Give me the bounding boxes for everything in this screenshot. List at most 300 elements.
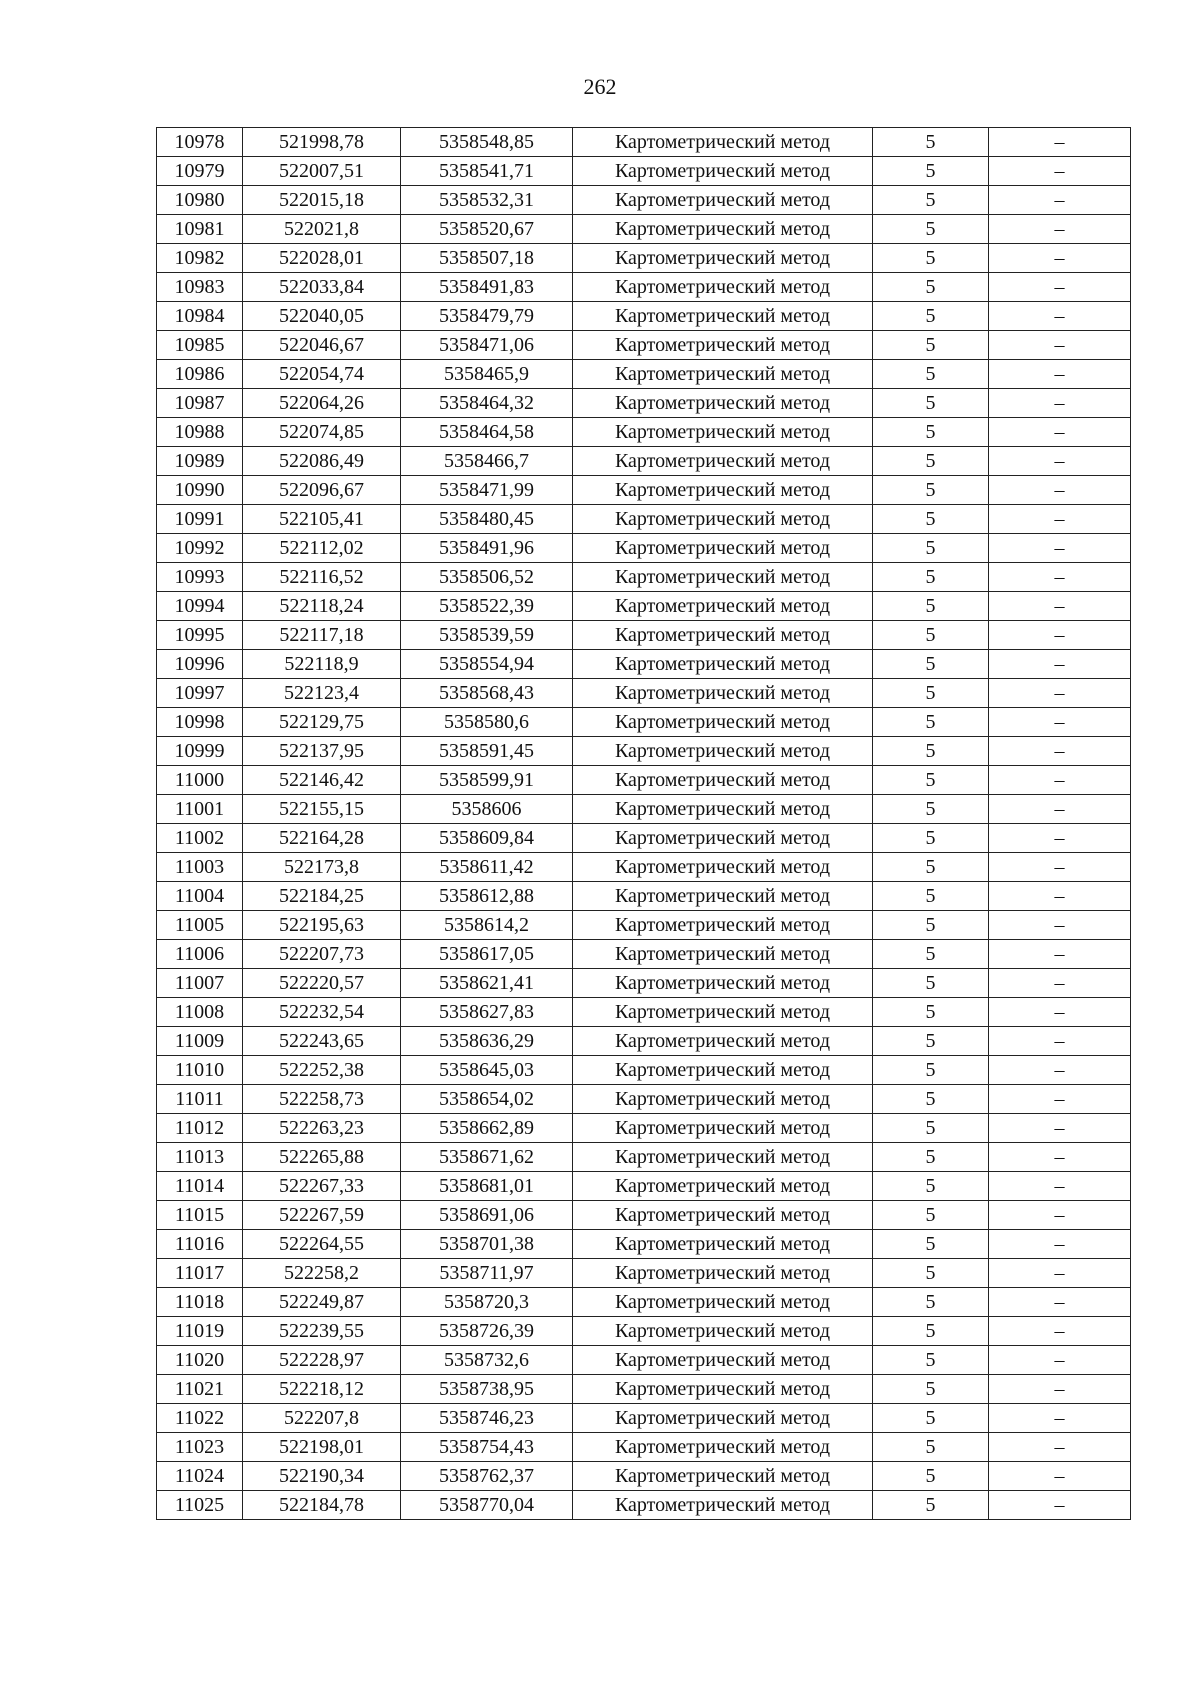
method-cell: Картометрический метод [573,1462,873,1491]
y-coordinate-cell: 5358609,84 [401,824,573,853]
table-row [157,360,1131,389]
x-coordinate-cell: 522258,2 [243,1259,401,1288]
accuracy-cell: 5 [873,824,989,853]
y-coordinate-cell: 5358614,2 [401,911,573,940]
point-number-cell: 10986 [157,360,243,389]
accuracy-cell: 5 [873,1346,989,1375]
y-coordinate-cell: 5358770,04 [401,1491,573,1520]
note-cell: – [989,679,1131,708]
note-cell: – [989,1375,1131,1404]
point-number-cell: 10990 [157,476,243,505]
method-cell: Картометрический метод [573,1085,873,1114]
point-number-cell: 11001 [157,795,243,824]
accuracy-cell: 5 [873,1056,989,1085]
accuracy-cell: 5 [873,1259,989,1288]
x-coordinate-cell: 522146,42 [243,766,401,795]
point-number-cell: 11012 [157,1114,243,1143]
method-cell: Картометрический метод [573,1433,873,1462]
table-row [157,650,1131,679]
table-row [157,1346,1131,1375]
table-row [157,1201,1131,1230]
point-number-cell: 11003 [157,853,243,882]
y-coordinate-cell: 5358627,83 [401,998,573,1027]
method-cell: Картометрический метод [573,273,873,302]
y-coordinate-cell: 5358532,31 [401,186,573,215]
method-cell: Картометрический метод [573,737,873,766]
table-row [157,215,1131,244]
method-cell: Картометрический метод [573,824,873,853]
note-cell: – [989,447,1131,476]
note-cell: – [989,621,1131,650]
accuracy-cell: 5 [873,563,989,592]
method-cell: Картометрический метод [573,476,873,505]
accuracy-cell: 5 [873,1230,989,1259]
note-cell: – [989,1027,1131,1056]
note-cell: – [989,302,1131,331]
page-number: 262 [583,74,617,99]
x-coordinate-cell: 522207,8 [243,1404,401,1433]
x-coordinate-cell: 522086,49 [243,447,401,476]
method-cell: Картометрический метод [573,505,873,534]
point-number-cell: 10985 [157,331,243,360]
y-coordinate-cell: 5358554,94 [401,650,573,679]
y-coordinate-cell: 5358465,9 [401,360,573,389]
method-cell: Картометрический метод [573,215,873,244]
accuracy-cell: 5 [873,1317,989,1346]
x-coordinate-cell: 522007,51 [243,157,401,186]
table-row [157,708,1131,737]
method-cell: Картометрический метод [573,302,873,331]
accuracy-cell: 5 [873,1462,989,1491]
method-cell: Картометрический метод [573,679,873,708]
x-coordinate-cell: 522243,65 [243,1027,401,1056]
point-number-cell: 10992 [157,534,243,563]
y-coordinate-cell: 5358611,42 [401,853,573,882]
table-row [157,447,1131,476]
accuracy-cell: 5 [873,476,989,505]
x-coordinate-cell: 522155,15 [243,795,401,824]
point-number-cell: 10981 [157,215,243,244]
table-row [157,302,1131,331]
accuracy-cell: 5 [873,302,989,331]
note-cell: – [989,563,1131,592]
y-coordinate-cell: 5358471,06 [401,331,573,360]
y-coordinate-cell: 5358491,96 [401,534,573,563]
note-cell: – [989,1404,1131,1433]
accuracy-cell: 5 [873,215,989,244]
y-coordinate-cell: 5358480,45 [401,505,573,534]
accuracy-cell: 5 [873,534,989,563]
table-row [157,1317,1131,1346]
y-coordinate-cell: 5358621,41 [401,969,573,998]
y-coordinate-cell: 5358506,52 [401,563,573,592]
accuracy-cell: 5 [873,737,989,766]
coordinates-table-body [157,128,1131,1520]
x-coordinate-cell: 522118,24 [243,592,401,621]
accuracy-cell: 5 [873,1114,989,1143]
table-row [157,1143,1131,1172]
x-coordinate-cell: 522263,23 [243,1114,401,1143]
method-cell: Картометрический метод [573,882,873,911]
accuracy-cell: 5 [873,418,989,447]
method-cell: Картометрический метод [573,621,873,650]
y-coordinate-cell: 5358720,3 [401,1288,573,1317]
method-cell: Картометрический метод [573,128,873,157]
accuracy-cell: 5 [873,505,989,534]
method-cell: Картометрический метод [573,1346,873,1375]
point-number-cell: 10991 [157,505,243,534]
x-coordinate-cell: 522249,87 [243,1288,401,1317]
note-cell: – [989,215,1131,244]
point-number-cell: 11020 [157,1346,243,1375]
x-coordinate-cell: 521998,78 [243,128,401,157]
table-row [157,389,1131,418]
y-coordinate-cell: 5358568,43 [401,679,573,708]
accuracy-cell: 5 [873,1143,989,1172]
x-coordinate-cell: 522064,26 [243,389,401,418]
point-number-cell: 11000 [157,766,243,795]
table-row [157,1404,1131,1433]
note-cell: – [989,708,1131,737]
method-cell: Картометрический метод [573,1317,873,1346]
y-coordinate-cell: 5358654,02 [401,1085,573,1114]
accuracy-cell: 5 [873,331,989,360]
x-coordinate-cell: 522184,25 [243,882,401,911]
note-cell: – [989,824,1131,853]
note-cell: – [989,1056,1131,1085]
table-row [157,766,1131,795]
note-cell: – [989,360,1131,389]
y-coordinate-cell: 5358636,29 [401,1027,573,1056]
method-cell: Картометрический метод [573,911,873,940]
y-coordinate-cell: 5358746,23 [401,1404,573,1433]
x-coordinate-cell: 522258,73 [243,1085,401,1114]
point-number-cell: 10982 [157,244,243,273]
accuracy-cell: 5 [873,882,989,911]
y-coordinate-cell: 5358491,83 [401,273,573,302]
method-cell: Картометрический метод [573,1491,873,1520]
point-number-cell: 11005 [157,911,243,940]
accuracy-cell: 5 [873,1172,989,1201]
note-cell: – [989,186,1131,215]
note-cell: – [989,1288,1131,1317]
x-coordinate-cell: 522096,67 [243,476,401,505]
accuracy-cell: 5 [873,389,989,418]
accuracy-cell: 5 [873,650,989,679]
point-number-cell: 10987 [157,389,243,418]
accuracy-cell: 5 [873,1404,989,1433]
table-row [157,621,1131,650]
point-number-cell: 11022 [157,1404,243,1433]
accuracy-cell: 5 [873,969,989,998]
method-cell: Картометрический метод [573,969,873,998]
note-cell: – [989,853,1131,882]
x-coordinate-cell: 522252,38 [243,1056,401,1085]
y-coordinate-cell: 5358539,59 [401,621,573,650]
y-coordinate-cell: 5358691,06 [401,1201,573,1230]
table-row [157,795,1131,824]
note-cell: – [989,969,1131,998]
note-cell: – [989,795,1131,824]
accuracy-cell: 5 [873,1288,989,1317]
method-cell: Картометрический метод [573,1259,873,1288]
table-row [157,331,1131,360]
y-coordinate-cell: 5358671,62 [401,1143,573,1172]
table-row [157,1462,1131,1491]
x-coordinate-cell: 522207,73 [243,940,401,969]
point-number-cell: 11017 [157,1259,243,1288]
table-row [157,592,1131,621]
method-cell: Картометрический метод [573,534,873,563]
note-cell: – [989,1433,1131,1462]
y-coordinate-cell: 5358479,79 [401,302,573,331]
y-coordinate-cell: 5358599,91 [401,766,573,795]
accuracy-cell: 5 [873,592,989,621]
x-coordinate-cell: 522195,63 [243,911,401,940]
note-cell: – [989,737,1131,766]
y-coordinate-cell: 5358681,01 [401,1172,573,1201]
point-number-cell: 10988 [157,418,243,447]
x-coordinate-cell: 522028,01 [243,244,401,273]
table-row [157,1433,1131,1462]
table-row [157,563,1131,592]
note-cell: – [989,1201,1131,1230]
table-row [157,244,1131,273]
x-coordinate-cell: 522265,88 [243,1143,401,1172]
y-coordinate-cell: 5358711,97 [401,1259,573,1288]
accuracy-cell: 5 [873,853,989,882]
table-row [157,1491,1131,1520]
method-cell: Картометрический метод [573,1172,873,1201]
table-row [157,128,1131,157]
table-row [157,476,1131,505]
y-coordinate-cell: 5358522,39 [401,592,573,621]
method-cell: Картометрический метод [573,389,873,418]
note-cell: – [989,592,1131,621]
point-number-cell: 11008 [157,998,243,1027]
point-number-cell: 10999 [157,737,243,766]
point-number-cell: 10983 [157,273,243,302]
y-coordinate-cell: 5358464,32 [401,389,573,418]
accuracy-cell: 5 [873,1491,989,1520]
x-coordinate-cell: 522232,54 [243,998,401,1027]
table-row [157,186,1131,215]
method-cell: Картометрический метод [573,186,873,215]
accuracy-cell: 5 [873,273,989,302]
y-coordinate-cell: 5358464,58 [401,418,573,447]
point-number-cell: 10980 [157,186,243,215]
note-cell: – [989,389,1131,418]
x-coordinate-cell: 522218,12 [243,1375,401,1404]
y-coordinate-cell: 5358606 [401,795,573,824]
method-cell: Картометрический метод [573,563,873,592]
y-coordinate-cell: 5358520,67 [401,215,573,244]
y-coordinate-cell: 5358507,18 [401,244,573,273]
point-number-cell: 11024 [157,1462,243,1491]
x-coordinate-cell: 522054,74 [243,360,401,389]
y-coordinate-cell: 5358732,6 [401,1346,573,1375]
y-coordinate-cell: 5358541,71 [401,157,573,186]
accuracy-cell: 5 [873,911,989,940]
point-number-cell: 11013 [157,1143,243,1172]
method-cell: Картометрический метод [573,360,873,389]
y-coordinate-cell: 5358591,45 [401,737,573,766]
accuracy-cell: 5 [873,360,989,389]
x-coordinate-cell: 522129,75 [243,708,401,737]
point-number-cell: 10993 [157,563,243,592]
y-coordinate-cell: 5358466,7 [401,447,573,476]
point-number-cell: 11021 [157,1375,243,1404]
y-coordinate-cell: 5358612,88 [401,882,573,911]
method-cell: Картометрический метод [573,766,873,795]
method-cell: Картометрический метод [573,331,873,360]
accuracy-cell: 5 [873,447,989,476]
method-cell: Картометрический метод [573,1288,873,1317]
point-number-cell: 11010 [157,1056,243,1085]
y-coordinate-cell: 5358662,89 [401,1114,573,1143]
note-cell: – [989,244,1131,273]
method-cell: Картометрический метод [573,418,873,447]
accuracy-cell: 5 [873,157,989,186]
table-row [157,998,1131,1027]
point-number-cell: 11006 [157,940,243,969]
table-row [157,1172,1131,1201]
point-number-cell: 10998 [157,708,243,737]
x-coordinate-cell: 522074,85 [243,418,401,447]
x-coordinate-cell: 522184,78 [243,1491,401,1520]
point-number-cell: 11004 [157,882,243,911]
accuracy-cell: 5 [873,679,989,708]
method-cell: Картометрический метод [573,447,873,476]
table-row [157,418,1131,447]
table-row [157,273,1131,302]
method-cell: Картометрический метод [573,1375,873,1404]
accuracy-cell: 5 [873,244,989,273]
x-coordinate-cell: 522220,57 [243,969,401,998]
note-cell: – [989,157,1131,186]
point-number-cell: 11016 [157,1230,243,1259]
accuracy-cell: 5 [873,1375,989,1404]
table-row [157,1375,1131,1404]
note-cell: – [989,766,1131,795]
point-number-cell: 10979 [157,157,243,186]
table-row [157,1027,1131,1056]
point-number-cell: 10997 [157,679,243,708]
method-cell: Картометрический метод [573,1404,873,1433]
note-cell: – [989,1172,1131,1201]
x-coordinate-cell: 522267,59 [243,1201,401,1230]
method-cell: Картометрический метод [573,592,873,621]
note-cell: – [989,1317,1131,1346]
table-row [157,737,1131,766]
accuracy-cell: 5 [873,621,989,650]
y-coordinate-cell: 5358754,43 [401,1433,573,1462]
table-row [157,1056,1131,1085]
accuracy-cell: 5 [873,1027,989,1056]
accuracy-cell: 5 [873,1433,989,1462]
method-cell: Картометрический метод [573,1114,873,1143]
point-number-cell: 10996 [157,650,243,679]
method-cell: Картометрический метод [573,650,873,679]
method-cell: Картометрический метод [573,795,873,824]
x-coordinate-cell: 522173,8 [243,853,401,882]
y-coordinate-cell: 5358548,85 [401,128,573,157]
point-number-cell: 11014 [157,1172,243,1201]
method-cell: Картометрический метод [573,1056,873,1085]
note-cell: – [989,1259,1131,1288]
point-number-cell: 11015 [157,1201,243,1230]
note-cell: – [989,998,1131,1027]
x-coordinate-cell: 522190,34 [243,1462,401,1491]
method-cell: Картометрический метод [573,1143,873,1172]
method-cell: Картометрический метод [573,853,873,882]
table-row [157,1114,1131,1143]
accuracy-cell: 5 [873,128,989,157]
note-cell: – [989,650,1131,679]
method-cell: Картометрический метод [573,1027,873,1056]
coordinates-table [156,127,1131,1520]
table-row [157,853,1131,882]
y-coordinate-cell: 5358762,37 [401,1462,573,1491]
point-number-cell: 11002 [157,824,243,853]
note-cell: – [989,418,1131,447]
note-cell: – [989,505,1131,534]
x-coordinate-cell: 522116,52 [243,563,401,592]
x-coordinate-cell: 522164,28 [243,824,401,853]
y-coordinate-cell: 5358726,39 [401,1317,573,1346]
x-coordinate-cell: 522040,05 [243,302,401,331]
point-number-cell: 11025 [157,1491,243,1520]
x-coordinate-cell: 522105,41 [243,505,401,534]
x-coordinate-cell: 522112,02 [243,534,401,563]
note-cell: – [989,882,1131,911]
x-coordinate-cell: 522239,55 [243,1317,401,1346]
table-row [157,505,1131,534]
method-cell: Картометрический метод [573,1201,873,1230]
note-cell: – [989,1114,1131,1143]
note-cell: – [989,128,1131,157]
x-coordinate-cell: 522137,95 [243,737,401,766]
x-coordinate-cell: 522046,67 [243,331,401,360]
accuracy-cell: 5 [873,940,989,969]
point-number-cell: 10978 [157,128,243,157]
y-coordinate-cell: 5358645,03 [401,1056,573,1085]
accuracy-cell: 5 [873,795,989,824]
accuracy-cell: 5 [873,1085,989,1114]
table-row [157,940,1131,969]
table-row [157,1259,1131,1288]
accuracy-cell: 5 [873,766,989,795]
point-number-cell: 10995 [157,621,243,650]
accuracy-cell: 5 [873,708,989,737]
method-cell: Картометрический метод [573,244,873,273]
y-coordinate-cell: 5358580,6 [401,708,573,737]
table-row [157,534,1131,563]
point-number-cell: 10994 [157,592,243,621]
accuracy-cell: 5 [873,998,989,1027]
table-row [157,157,1131,186]
method-cell: Картометрический метод [573,157,873,186]
y-coordinate-cell: 5358701,38 [401,1230,573,1259]
point-number-cell: 11023 [157,1433,243,1462]
note-cell: – [989,476,1131,505]
method-cell: Картометрический метод [573,1230,873,1259]
point-number-cell: 11011 [157,1085,243,1114]
y-coordinate-cell: 5358471,99 [401,476,573,505]
note-cell: – [989,1230,1131,1259]
table-row [157,911,1131,940]
note-cell: – [989,1462,1131,1491]
